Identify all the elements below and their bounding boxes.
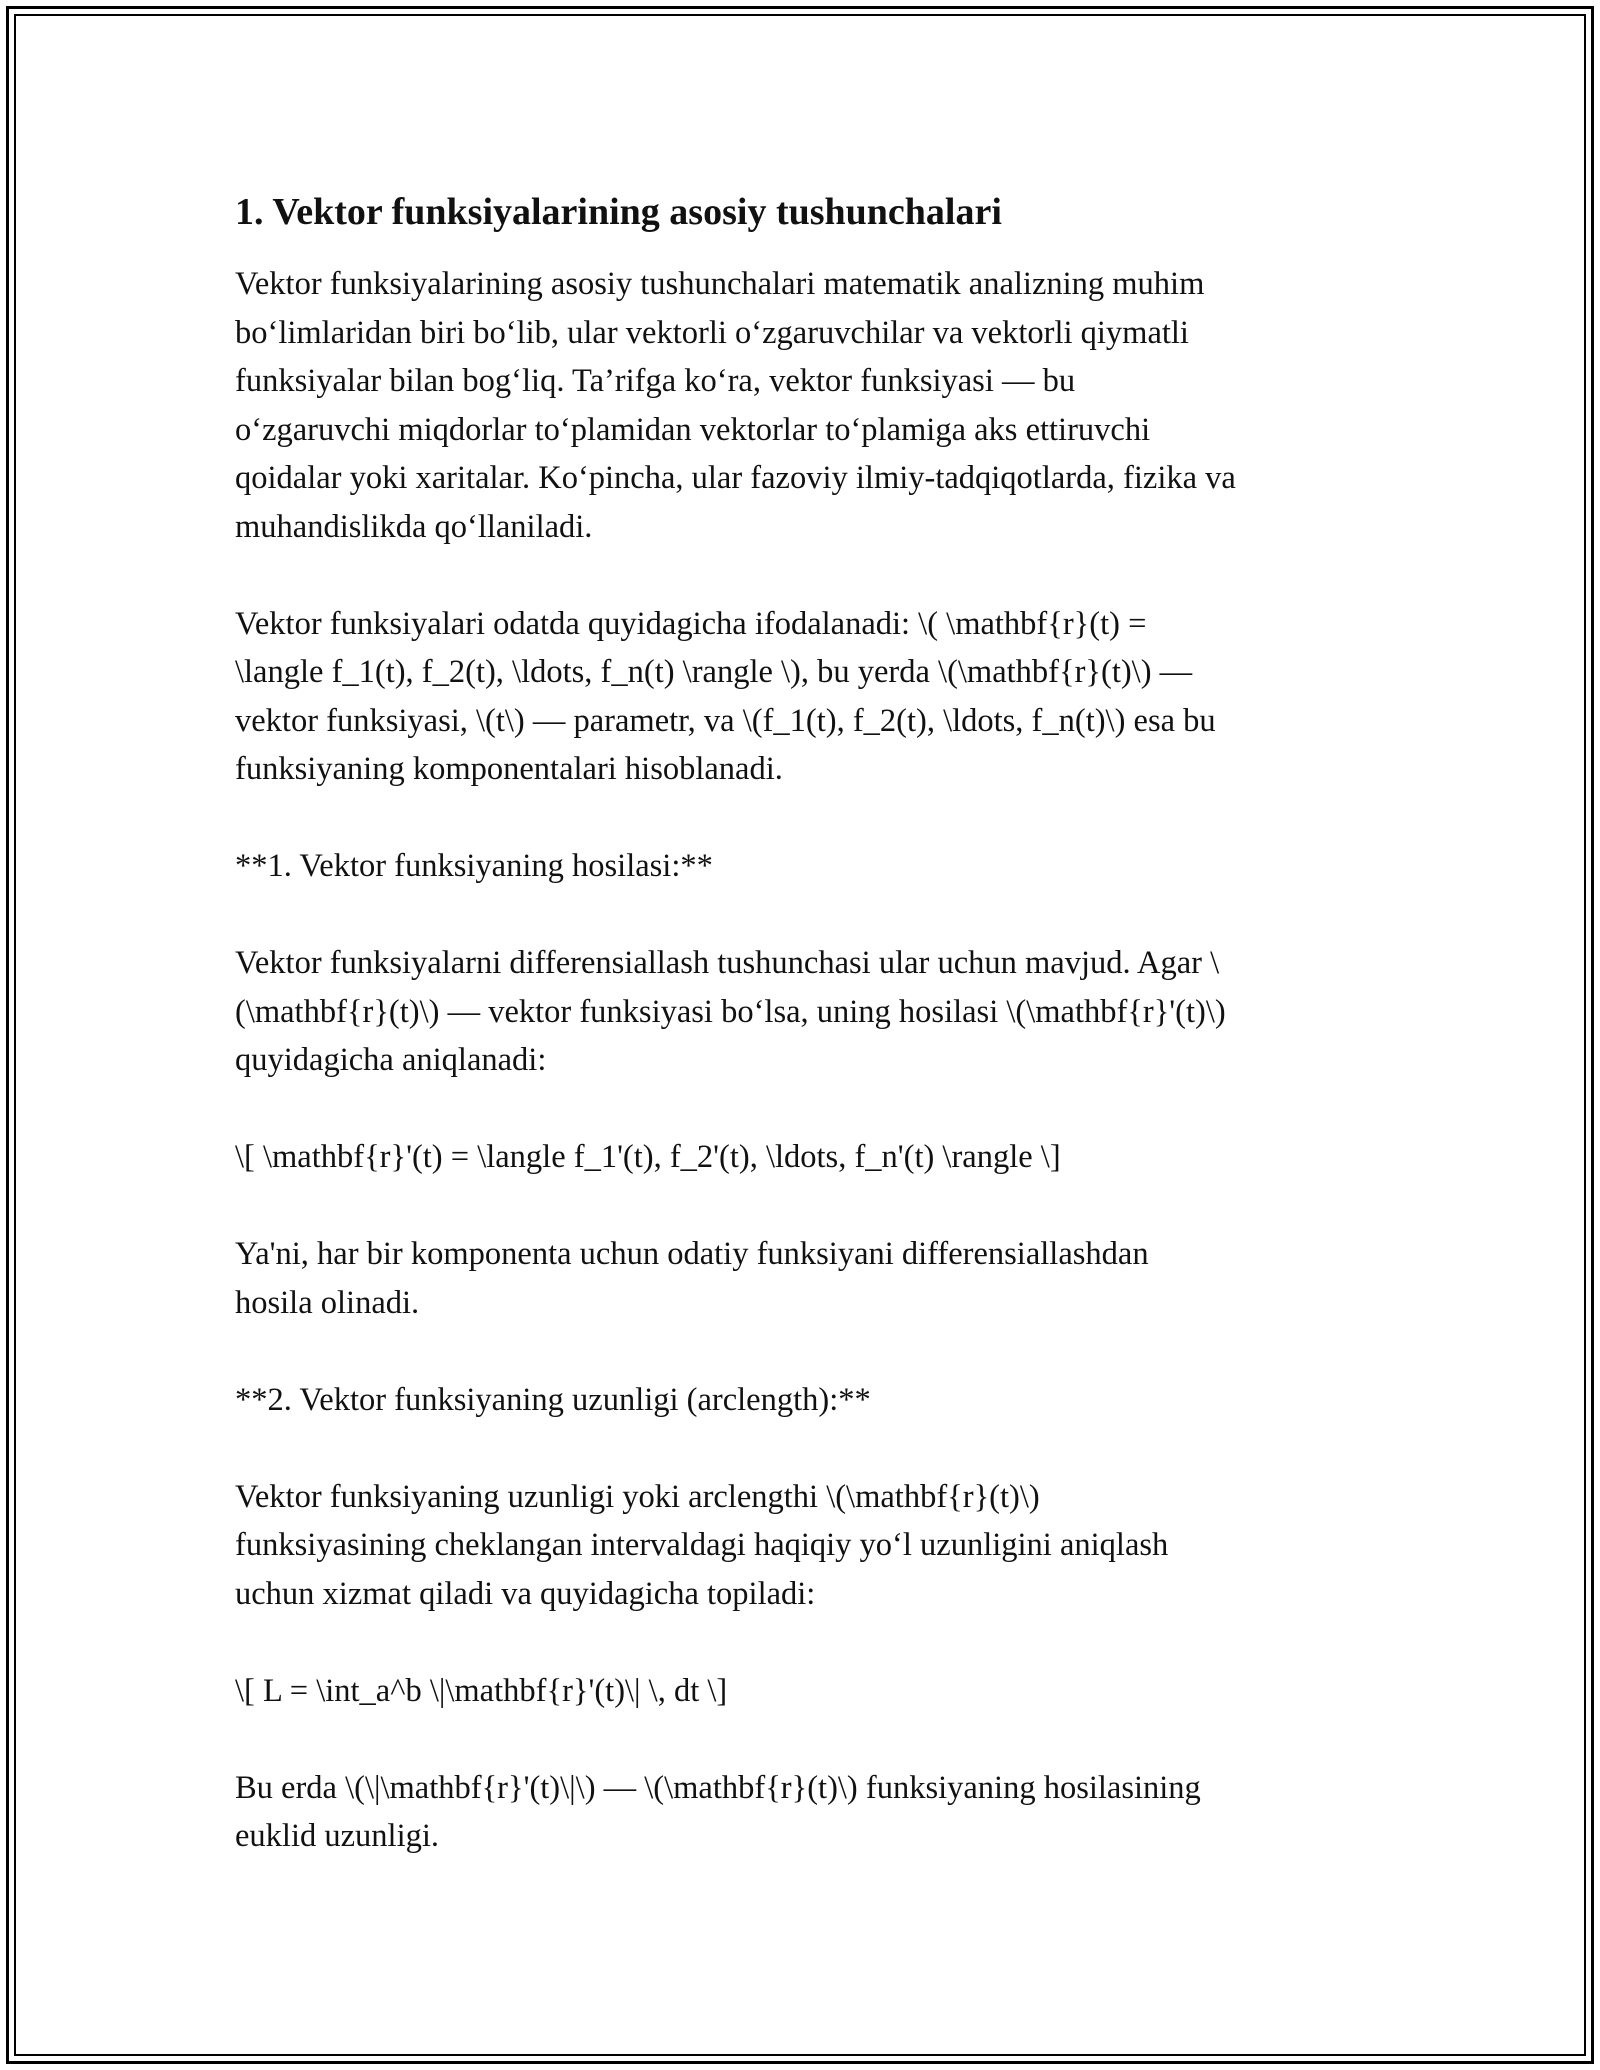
paragraph-arclength-note: Bu erda \(\|\mathbf{r}'(t)\|\) — \(\mathbf{r}(t)\) funksiyaning hosilasining euklid uzunligi. <box>235 1769 1201 1854</box>
subheading-derivative: **1. Vektor funksiyaning hosilasi:** <box>235 848 713 884</box>
subheading-arclength: **2. Vektor funksiyaning uzunligi (arclength):** <box>235 1381 871 1418</box>
paragraph-arclength: Vektor funksiyaning uzunligi yoki arclengthi \(\mathbf{r}(t)\) funksiyasining cheklangan intervaldagi haqiqiy yo‘l uzunligini aniqlash uchun xizmat qiladi va quyidagicha topiladi: <box>235 1478 1169 1612</box>
paragraph-definition: Vektor funksiyalari odatda quyidagicha ifodalanadi: \( \mathbf{r}(t) = \langle f_1(t), f_2(t), \ldots, f_n(t) \rangle \), bu yerda \(\mathbf{r}(t)\) — vektor funksiyasi, \(t\) — parametr, va \(f_1(t), f_2(t), \ldots, f_n(t)\) esa bu funksiyaning komponentalari hisoblanadi. <box>235 605 1216 787</box>
paragraph-derivative-note: Ya'ni, har bir komponenta uchun odatiy funksiyani differensiallashdan hosila olinadi. <box>235 1236 1149 1321</box>
paragraph-intro: Vektor funksiyalarining asosiy tushunchalari matematik analizning muhim bo‘limlaridan biri bo‘lib, ular vektorli o‘zgaruvchilar va vektorli qiymatli funksiyalar bilan bog‘liq. Ta’rifga ko‘ra, vektor funksiyasi — bu o‘zgaruvchi miqdorlar to‘plamidan vektorlar to‘plamiga aks ettiruvchi qoidalar yoki xaritalar. Ko‘pincha, ular fazoviy ilmiy-tadqiqotlarda, fizika va muhandislikda qo‘llaniladi. <box>235 266 1236 545</box>
formula-derivative: \[ \mathbf{r}'(t) = \langle f_1'(t), f_2'(t), \ldots, f_n'(t) \rangle \] <box>235 1139 1061 1175</box>
paragraph-derivative: Vektor funksiyalarni differensiallash tushunchasi ular uchun mavjud. Agar \ (\mathbf{r}(t)\) — vektor funksiyasi bo‘lsa, uning hosilasi \(\mathbf{r}'(t)\) quyidagicha aniqlanadi: <box>235 945 1226 1078</box>
section-heading: 1. Vektor funksiyalarining asosiy tushunchalari <box>235 191 1002 233</box>
document-body <box>235 188 1385 1909</box>
formula-arclength: \[ L = \int_a^b \|\mathbf{r}'(t)\| \, dt \] <box>235 1672 728 1709</box>
